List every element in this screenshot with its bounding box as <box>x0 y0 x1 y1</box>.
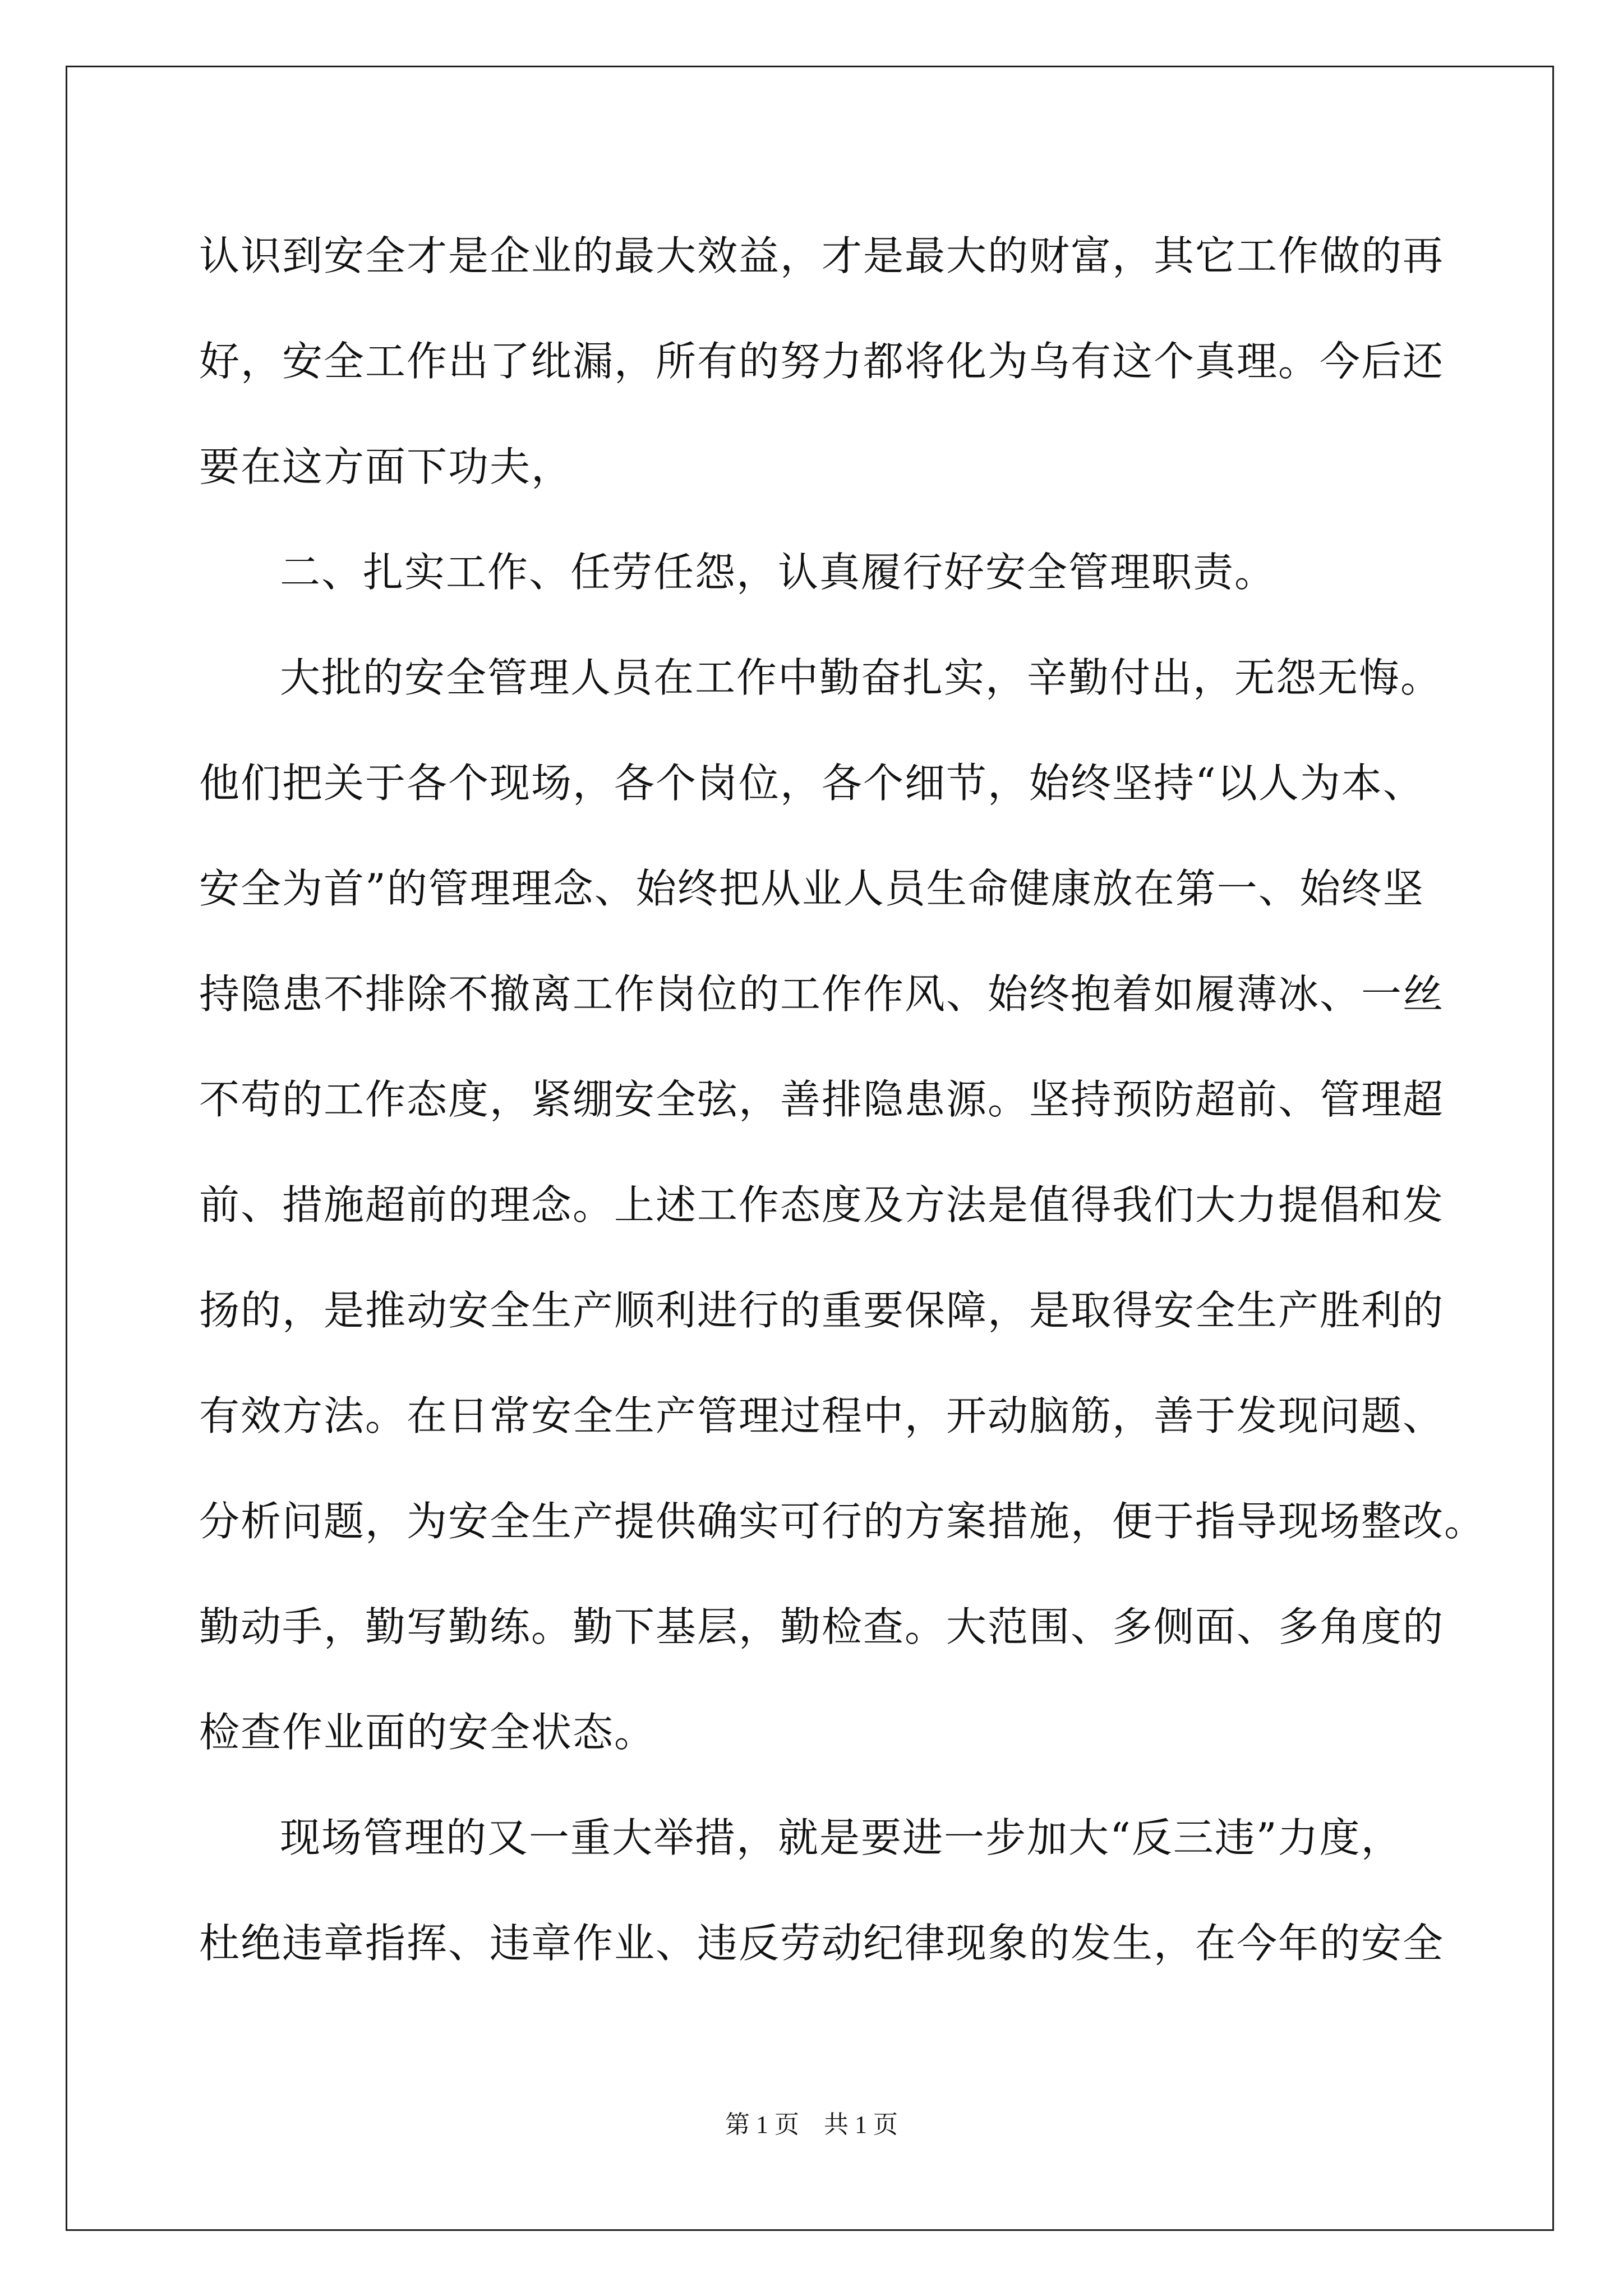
body-line: 前、措施超前的理念。上述工作态度及方法是值得我们大力提倡和发 <box>199 1181 1445 1228</box>
body-line: 勤动手，勤写勤练。勤下基层，勤检查。大范围、多侧面、多角度的 <box>199 1603 1445 1650</box>
body-line: 杜绝违章指挥、违章作业、违反劳动纪律现象的发生，在今年的安全 <box>199 1920 1445 1967</box>
body-line: 安全为首”的管理理念、始终把从业人员生命健康放在第一、始终坚 <box>199 865 1424 912</box>
body-line: 认识到安全才是企业的最大效益，才是最大的财富，其它工作做的再 <box>199 232 1445 279</box>
body-line: 扬的，是推动安全生产顺利进行的重要保障，是取得安全生产胜利的 <box>199 1287 1445 1334</box>
body-line: 有效方法。在日常安全生产管理过程中，开动脑筋，善于发现问题、 <box>199 1392 1445 1439</box>
document-body <box>199 203 1486 1996</box>
body-line: 持隐患不排除不撤离工作岗位的工作作风、始终抱着如履薄冰、一丝 <box>199 970 1445 1018</box>
body-line: 大批的安全管理人员在工作中勤奋扎实，辛勤付出，无怨无悔。 <box>280 654 1442 701</box>
body-line: 要在这方面下功夫， <box>199 443 573 490</box>
body-line: 分析问题，为安全生产提供确实可行的方案措施，便于指导现场整改。 <box>199 1498 1486 1545</box>
body-line: 好，安全工作出了纰漏，所有的努力都将化为乌有这个真理。今后还 <box>199 338 1445 385</box>
body-line: 现场管理的又一重大举措，就是要进一步加大“反三违”力度， <box>280 1814 1403 1861</box>
body-line: 不苟的工作态度，紧绷安全弦，善排隐患源。坚持预防超前、管理超 <box>199 1076 1445 1123</box>
body-line: 检查作业面的安全状态。 <box>199 1709 656 1756</box>
page-footer: 第 1 页 共 1 页 <box>725 2111 898 2138</box>
body-line: 他们把关于各个现场，各个岗位，各个细节，始终坚持“以人为本、 <box>199 760 1424 807</box>
section-heading: 二、扎实工作、任劳任怨，认真履行好安全管理职责。 <box>280 549 1276 596</box>
